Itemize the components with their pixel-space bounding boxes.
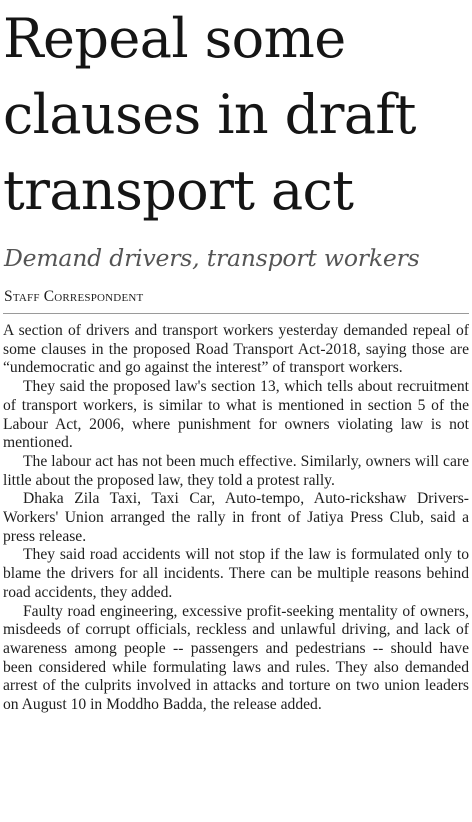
paragraph-4: Dhaka Zila Taxi, Taxi Car, Auto-tempo, Auto-rickshaw Drivers-Workers' Union arranged the rally in front of Jatiya Press Club, said a press release. — [3, 490, 469, 545]
headline — [3, 1, 472, 229]
paragraph-2: They said the proposed law's section 13, which tells about recruitment of transport workers, is similar to what is mentioned in section 5 of the Labour Act, 2006, where punishment for owners violating law is not mentioned. — [3, 378, 469, 452]
subheadline: Demand drivers, transport workers — [4, 244, 420, 272]
byline-divider — [3, 313, 469, 314]
headline-line-3: transport act — [3, 159, 354, 222]
paragraph-5: They said road accidents will not stop if the law is formulated only to blame the drivers for all incidents. There can be multiple reasons behind road accidents, they added. — [3, 546, 469, 601]
article-body — [3, 322, 469, 715]
headline-line-2: clauses in draft — [3, 83, 416, 146]
byline: Staff Correspondent — [4, 288, 144, 305]
headline-line-1: Repeal some — [3, 7, 346, 70]
paragraph-1: A section of drivers and transport workers yesterday demanded repeal of some clauses in the proposed Road Transport Act-2018, saying those are “undemocratic and go against the interest” of transport workers. — [3, 322, 469, 377]
paragraph-6: Faulty road engineering, excessive profit-seeking mentality of owners, misdeeds of corrupt officials, reckless and unlawful driving, and lack of awareness among people -- passengers and pedestrians -- should have been considered while formulating laws and rules. They also demanded arrest of the culprits involved in attacks and torture on two union leaders on August 10 in Moddho Badda, the release added. — [3, 602, 469, 714]
paragraph-3: The labour act has not been much effective. Similarly, owners will care little about the proposed law, they told a protest rally. — [3, 452, 469, 489]
